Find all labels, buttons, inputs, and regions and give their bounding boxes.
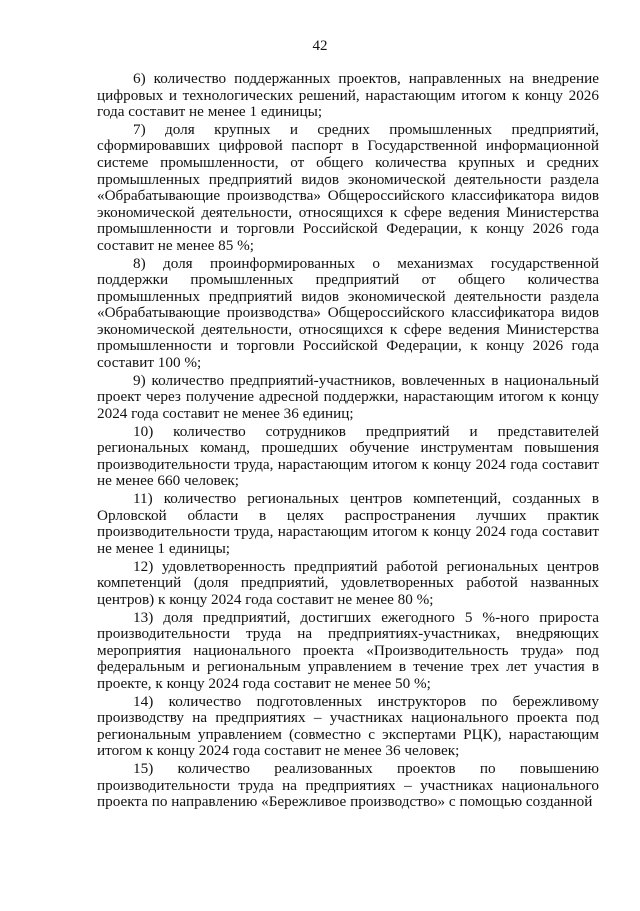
paragraph-item-6: 6) количество поддержанных проектов, направленных на внедрение цифровых и технологических решений, нарастающим итогом к концу 2026 года составит не менее 1 единицы; [97, 70, 599, 121]
document-body [97, 71, 599, 812]
paragraph-item-12: 12) удовлетворенность предприятий работой региональных центров компетенций (доля предприятий, удовлетворенных работой названных центров) к концу 2024 года составит не менее 80 %; [97, 557, 599, 608]
paragraph-item-11: 11) количество региональных центров компетенций, созданных в Орловской области в целях распространения лучших практик производительности труда, нарастающим итогом к концу 2024 года составит не менее 1 единицы; [97, 490, 599, 557]
paragraph-item-7: 7) доля крупных и средних промышленных предприятий, сформировавших цифровой паспорт в Государственной информационной системе промышленности, от общего количества крупных и средних промышленных предприятий видов экономической деятельности раздела «Обрабатывающие производства» Общероссийского классификатора видов экономической деятельности, относящихся к сфере ведения Министерства промышленности и торговли Российской Федерации, к концу 2026 года составит не менее 85 %; [97, 120, 599, 254]
paragraph-item-8: 8) доля проинформированных о механизмах государственной поддержки промышленных предприятий от общего количества промышленных предприятий видов экономической деятельности раздела «Обрабатывающие производства» Общероссийского классификатора видов экономической деятельности, относящихся к сфере ведения Министерства промышленности и торговли Российской Федерации, к концу 2026 года составит 100 %; [97, 254, 599, 371]
paragraph-item-13: 13) доля предприятий, достигших ежегодного 5 %-ного прироста производительности труда на предприятиях-участниках, внедряющих мероприятия национального проекта «Производительность труда» под федеральным и региональным управлением в течение трех лет участия в проекте, к концу 2024 года составит не менее 50 %; [97, 608, 599, 692]
paragraph-item-10: 10) количество сотрудников предприятий и представителей региональных команд, прошедших обучение инструментам повышения производительности труда, нарастающим итогом к концу 2024 года составит не менее 660 человек; [97, 422, 599, 490]
paragraph-item-15: 15) количество реализованных проектов по повышению производительности труда на предприятиях – участниках национального проекта по направлению «Бережливое производство» с помощью созданной [97, 760, 599, 811]
page-number: 42 [312, 38, 328, 54]
paragraph-item-9: 9) количество предприятий-участников, вовлеченных в национальный проект через получение адресной поддержки, нарастающим итогом к концу 2024 года составит не менее 36 единиц; [97, 371, 599, 422]
paragraph-item-14: 14) количество подготовленных инструкторов по бережливому производству на предприятиях – участниках национального проекта под региональным управлением (совместно с экспертами РЦК), нарастающим итогом к концу 2024 года составит не менее 36 человек; [97, 692, 599, 760]
